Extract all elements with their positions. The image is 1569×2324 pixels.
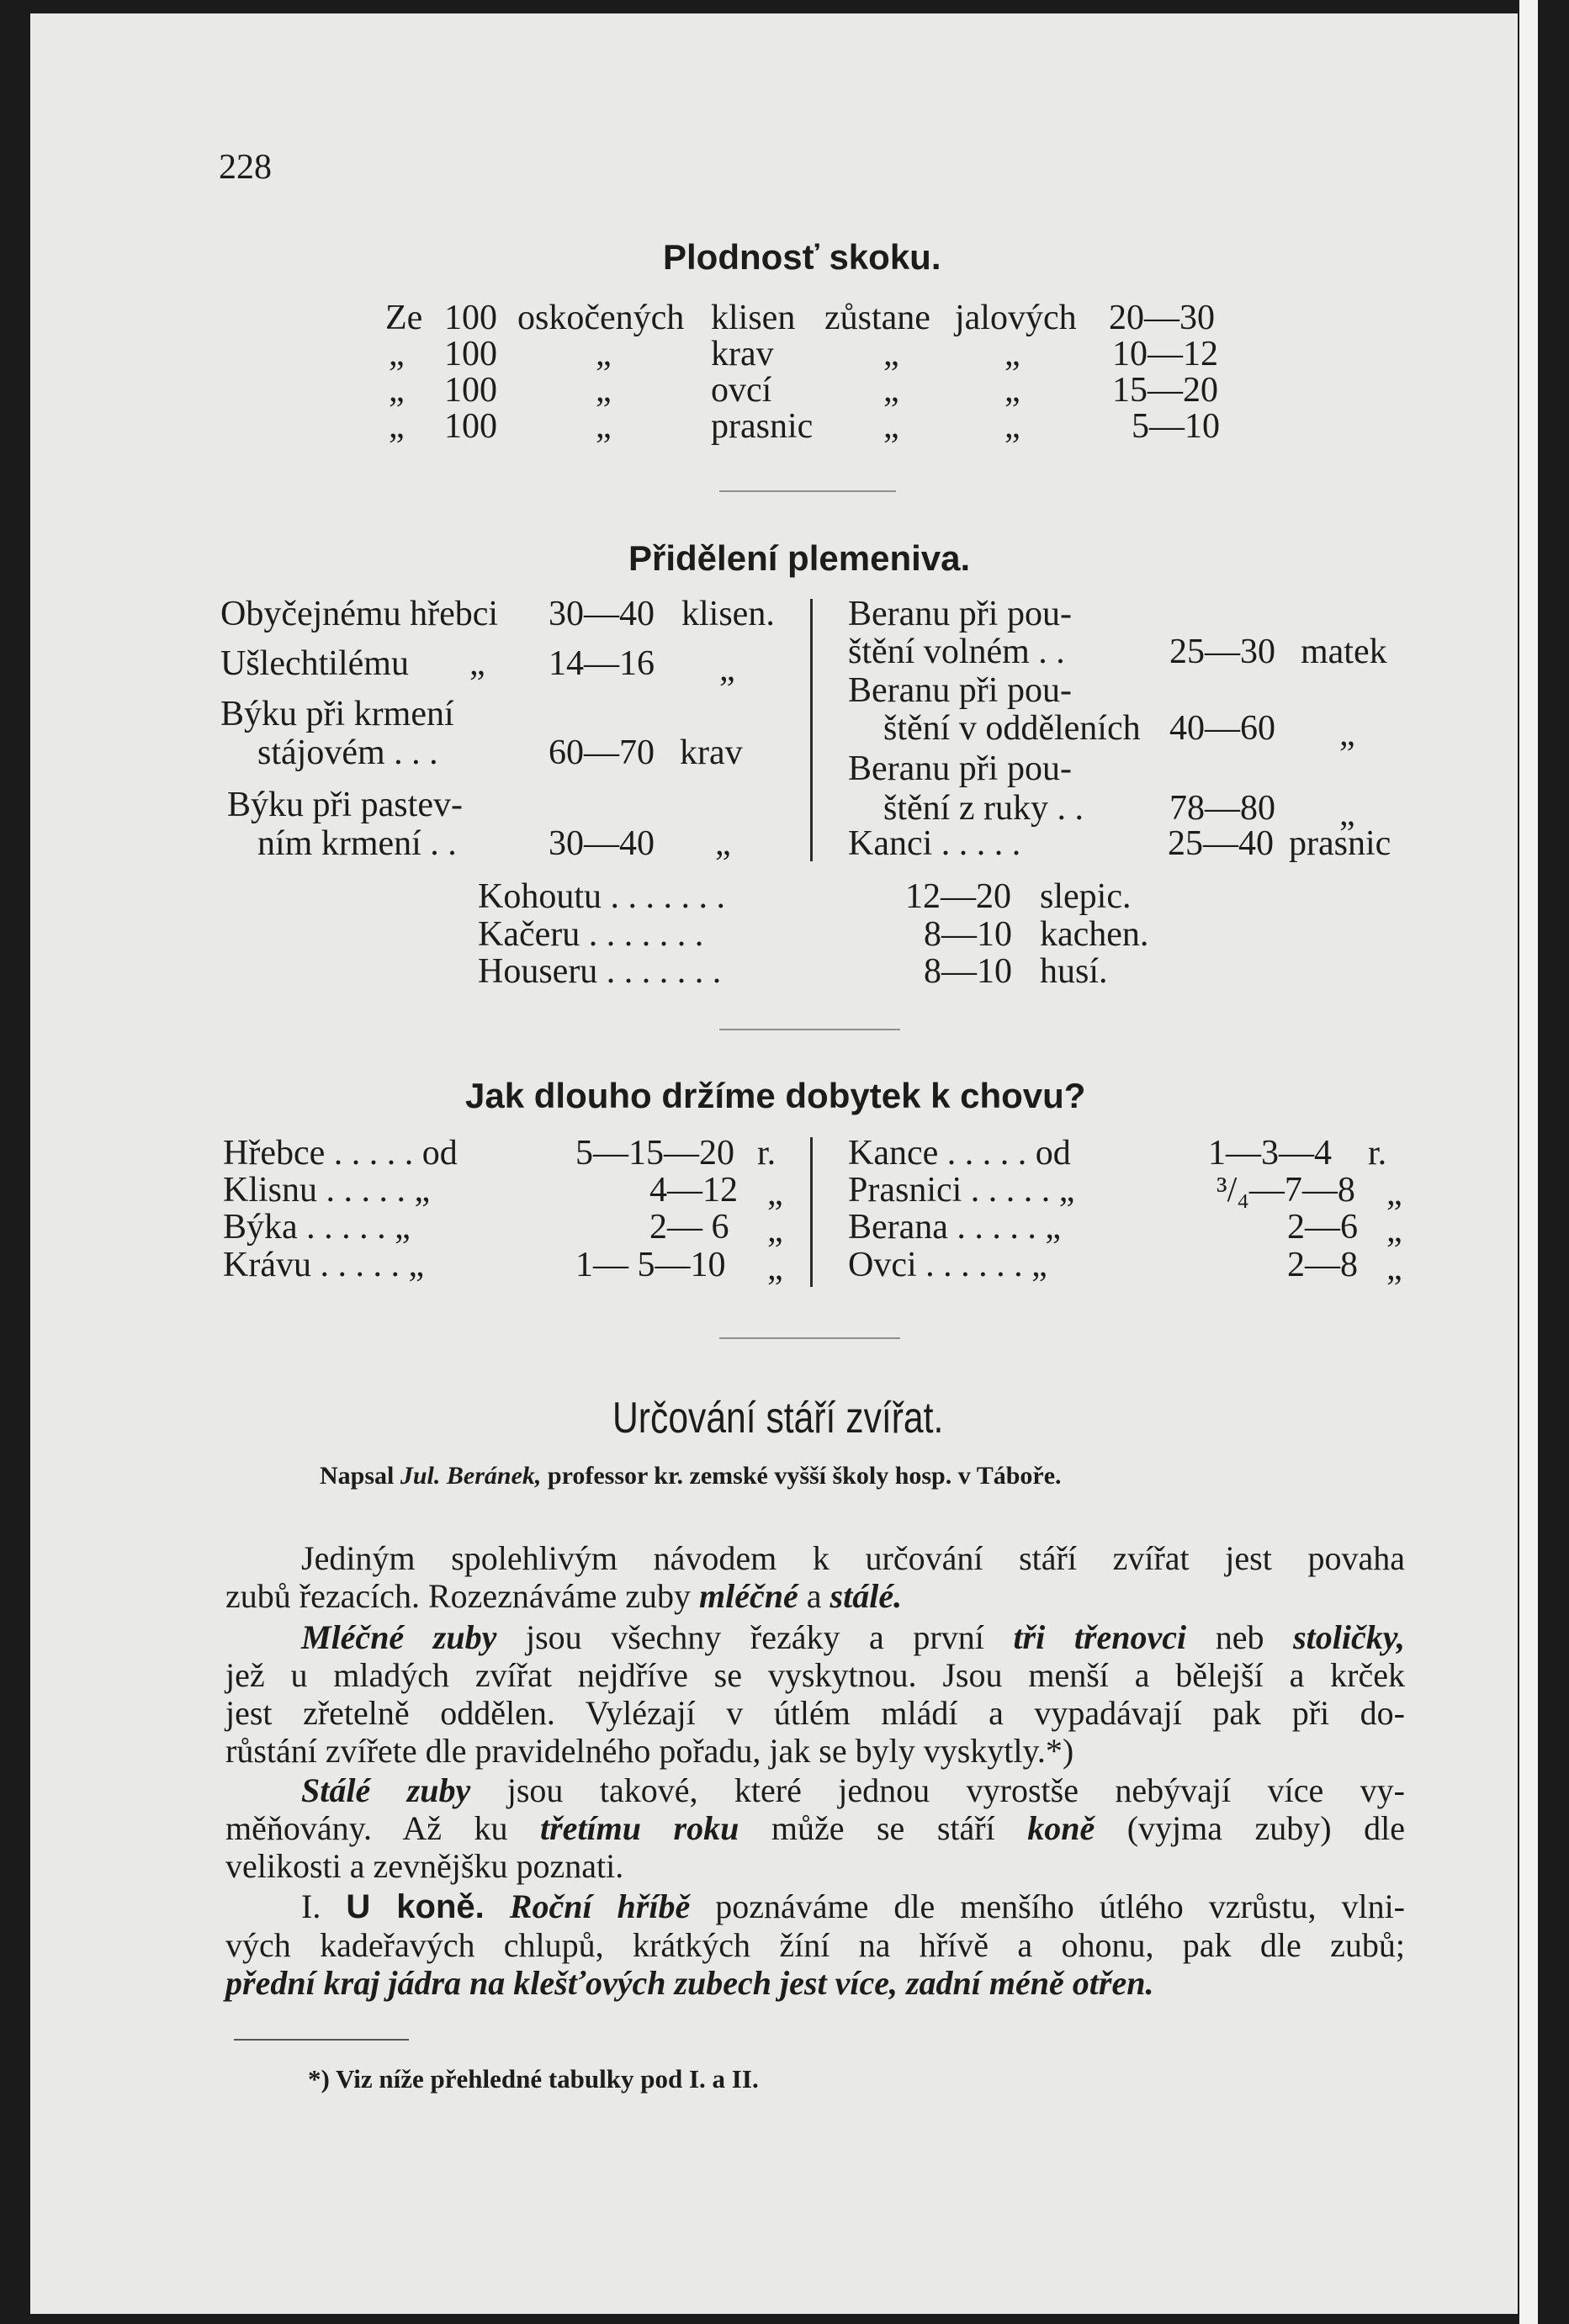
list-item: „ <box>719 650 735 689</box>
text-line <box>225 1887 1405 1926</box>
divider <box>719 1337 900 1339</box>
list-item: „ <box>1386 1174 1402 1213</box>
list-item: matek <box>1301 633 1387 671</box>
list-item: 2— 6 <box>649 1208 729 1247</box>
text-line <box>225 1539 1405 1577</box>
list-item: 8—10 <box>924 915 1012 954</box>
table-cell: „ <box>883 335 899 373</box>
table-cell: „ <box>596 407 612 446</box>
text-run: vých kadeřavých chlupů, krátkých žíní na hřívě a ohonu, pak dle zubů; <box>225 1926 1405 1964</box>
table-cell: „ <box>389 371 405 410</box>
list-item: 1—3—4 <box>1208 1134 1332 1173</box>
table-cell: „ <box>1004 335 1020 373</box>
text-run: I. <box>301 1887 347 1925</box>
list-item: 2—8 <box>1287 1246 1358 1284</box>
list-item: 4—12 <box>649 1171 738 1210</box>
list-item: Býku při krmení <box>220 695 454 733</box>
text-run: růstání zvířete dle pravidelného pořadu, jak se byly vyskytly.*) <box>225 1732 1074 1770</box>
footnote-rule <box>234 2039 409 2041</box>
text-run-emphasis: tři třenovci <box>1013 1618 1187 1656</box>
text-run: a <box>798 1577 830 1615</box>
text-line <box>225 1809 1405 1847</box>
table-cell: „ <box>596 371 612 410</box>
text-run: Jediným spolehlivým návodem k určování stáří zvířat jest povaha <box>301 1539 1405 1577</box>
list-item: Beranu při pou- <box>848 595 1072 633</box>
list-item: 60—70 <box>549 733 655 772</box>
list-item: Beranu při pou- <box>848 749 1072 788</box>
text-run: jsou takové, které jednou vyrostše nebývají více vy- <box>470 1771 1405 1809</box>
byline-affiliation: professor kr. zemské vyšší školy hosp. v Táboře. <box>547 1462 1062 1490</box>
list-item: štění v odděleních <box>883 709 1141 748</box>
list-item: štění z ruky . . <box>883 789 1084 828</box>
list-item: 25—40 <box>1168 824 1274 863</box>
list-item: „ <box>1386 1211 1402 1250</box>
byline-author: Jul. Beránek, <box>400 1462 542 1490</box>
text-line <box>225 1926 1405 1964</box>
text-line <box>225 1656 1405 1694</box>
list-item: Prasnici . . . . . „ <box>848 1171 1075 1210</box>
list-item: „ <box>767 1249 783 1288</box>
text-run: jsou všechny řezáky a první <box>496 1618 1014 1656</box>
list-item: 30—40 <box>549 595 655 633</box>
text-line <box>225 1732 1405 1770</box>
table-cell: „ <box>596 335 612 373</box>
text-line <box>225 1694 1405 1732</box>
text-run-emphasis: stálé. <box>830 1577 903 1615</box>
text-line <box>225 1771 1405 1809</box>
table-cell: zůstane <box>824 299 930 337</box>
page-number: 228 <box>219 148 272 187</box>
section-title-jak-dlouho: Jak dlouho držíme dobytek k chovu? <box>465 1076 1086 1115</box>
byline <box>320 1464 1062 1489</box>
list-item: 2—6 <box>1287 1208 1358 1247</box>
list-item: Kačeru . . . . . . . <box>478 915 704 954</box>
list-item: Býka . . . . . „ <box>223 1208 411 1247</box>
table-cell: ovcí <box>711 371 772 410</box>
list-item: Berana . . . . . „ <box>848 1208 1062 1247</box>
text-run-emphasis: Stálé zuby <box>301 1771 471 1809</box>
table-cell: „ <box>389 335 405 373</box>
table-cell: 100 <box>444 371 497 410</box>
list-item: Houseru . . . . . . . <box>478 952 722 991</box>
text-run: (vyjma zuby) dle <box>1095 1809 1405 1847</box>
table-cell: „ <box>883 371 899 410</box>
table-cell: „ <box>883 407 899 446</box>
list-item: „ <box>767 1174 783 1213</box>
text-run-emphasis: mléčné <box>699 1577 798 1615</box>
text-run: zubů řezacích. Rozeznáváme zuby <box>225 1577 700 1615</box>
column-divider <box>810 1137 813 1287</box>
list-item: 1— 5—10 <box>575 1246 726 1284</box>
table-cell: „ <box>1004 407 1020 446</box>
list-item: 5—15—20 <box>575 1134 734 1173</box>
divider <box>719 1029 900 1030</box>
list-item: 40—60 <box>1169 709 1275 748</box>
list-item: Ušlechtilému <box>220 644 409 683</box>
section-title-plodnost: Plodnosť skoku. <box>663 237 941 277</box>
list-item: „ <box>1339 715 1355 754</box>
list-item: „ <box>767 1211 783 1250</box>
list-item: slepic. <box>1040 877 1132 916</box>
list-item: Klisnu . . . . . „ <box>223 1171 431 1210</box>
list-item: „ <box>469 644 485 683</box>
table-cell: jalových <box>955 299 1077 337</box>
text-run: jež u mladých zvířat nejdříve se vyskytnou. Jsou menší a bělejší a krček <box>225 1656 1405 1694</box>
text-run-emphasis: koně <box>1027 1809 1095 1847</box>
list-item: Hřebce . . . . . od <box>223 1134 458 1173</box>
list-item: 30—40 <box>549 824 655 863</box>
list-item: Býku při pastev- <box>227 786 463 824</box>
text-line <box>225 1964 1405 2002</box>
text-run-heading: U koně. <box>346 1888 485 1925</box>
list-item: 8—10 <box>924 952 1012 991</box>
table-cell: Ze <box>385 299 423 337</box>
table-cell: „ <box>1004 371 1020 410</box>
paragraph-intro <box>225 1539 1405 1615</box>
list-item: krav <box>680 733 743 772</box>
table-cell: 5—10 <box>1132 407 1220 446</box>
list-item: ním krmení . . <box>257 824 457 863</box>
text-run: jest zřetelně oddělen. Vylézají v útlém mládí a vypadávají pak při do- <box>225 1694 1405 1732</box>
article-title: Určování stáří zvířat. <box>612 1394 944 1443</box>
text-run-emphasis: přední kraj jádra na klešťových zubech jest více, zadní méně otřen. <box>225 1964 1154 2002</box>
table-cell: 100 <box>444 299 497 337</box>
list-item: 12—20 <box>905 877 1011 916</box>
table-cell: klisen <box>711 299 796 337</box>
list-item: ³/₄—7—8 <box>1217 1171 1355 1210</box>
table-cell: „ <box>389 407 405 446</box>
byline-prefix: Napsal <box>320 1462 395 1490</box>
text-run-emphasis: stoličky, <box>1293 1618 1405 1656</box>
page-edge <box>1519 0 1538 2324</box>
text-run: může se stáří <box>739 1809 1028 1847</box>
text-run-emphasis: Mléčné zuby <box>301 1618 497 1656</box>
table-cell: 100 <box>444 407 497 446</box>
text-line <box>225 1618 1405 1656</box>
text-run <box>485 1887 510 1925</box>
table-cell: oskočených <box>517 299 685 337</box>
list-item: stájovém . . . <box>257 733 438 772</box>
text-line <box>225 1577 1405 1615</box>
section-title-prideleni: Přidělení plemeniva. <box>628 538 971 578</box>
list-item: štění volném . . <box>848 633 1065 671</box>
divider <box>719 490 896 492</box>
list-item: husí. <box>1040 952 1108 991</box>
footnote: *) Viz níže přehledné tabulky pod I. a II. <box>308 2064 759 2094</box>
text-run: neb <box>1186 1618 1294 1656</box>
paragraph-mlecne-zuby <box>225 1618 1405 1770</box>
list-item: kachen. <box>1040 915 1149 954</box>
list-item: Krávu . . . . . „ <box>223 1246 425 1284</box>
list-item: Beranu při pou- <box>848 671 1072 710</box>
list-item: Kohoutu . . . . . . . <box>478 877 725 916</box>
list-item: „ <box>715 824 731 863</box>
column-divider <box>810 599 813 861</box>
list-item: prasnic <box>1289 824 1391 863</box>
list-item: r. <box>1368 1134 1387 1173</box>
list-item: „ <box>1386 1249 1402 1288</box>
table-cell: krav <box>711 335 774 373</box>
text-run: velikosti a zevnějšku poznati. <box>225 1847 624 1885</box>
table-cell: 20—30 <box>1109 299 1215 337</box>
list-item: klisen. <box>681 595 775 633</box>
text-line <box>225 1847 1405 1885</box>
list-item: Ovci . . . . . . „ <box>848 1246 1047 1284</box>
list-item: 78—80 <box>1169 789 1275 828</box>
list-item: Kanci . . . . . <box>848 824 1021 863</box>
text-run-emphasis: Roční hříbě <box>509 1887 691 1925</box>
list-item: r. <box>757 1134 777 1173</box>
table-cell: 15—20 <box>1112 371 1218 410</box>
table-cell: 100 <box>444 335 497 373</box>
list-item: 14—16 <box>549 644 655 683</box>
text-run: poznáváme dle menšího útlého vzrůstu, vlni- <box>690 1887 1405 1925</box>
text-run: měňovány. Až ku <box>225 1809 540 1847</box>
list-item: „ <box>1339 795 1355 834</box>
text-run-emphasis: třetímu roku <box>540 1809 739 1847</box>
list-item: Kance . . . . . od <box>848 1134 1071 1173</box>
list-item: 25—30 <box>1169 633 1275 671</box>
table-cell: 10—12 <box>1112 335 1218 373</box>
paragraph-u-kone <box>225 1887 1405 2002</box>
paragraph-stale-zuby <box>225 1771 1405 1885</box>
list-item: Obyčejnému hřebci <box>220 595 499 633</box>
table-cell: prasnic <box>711 407 814 446</box>
